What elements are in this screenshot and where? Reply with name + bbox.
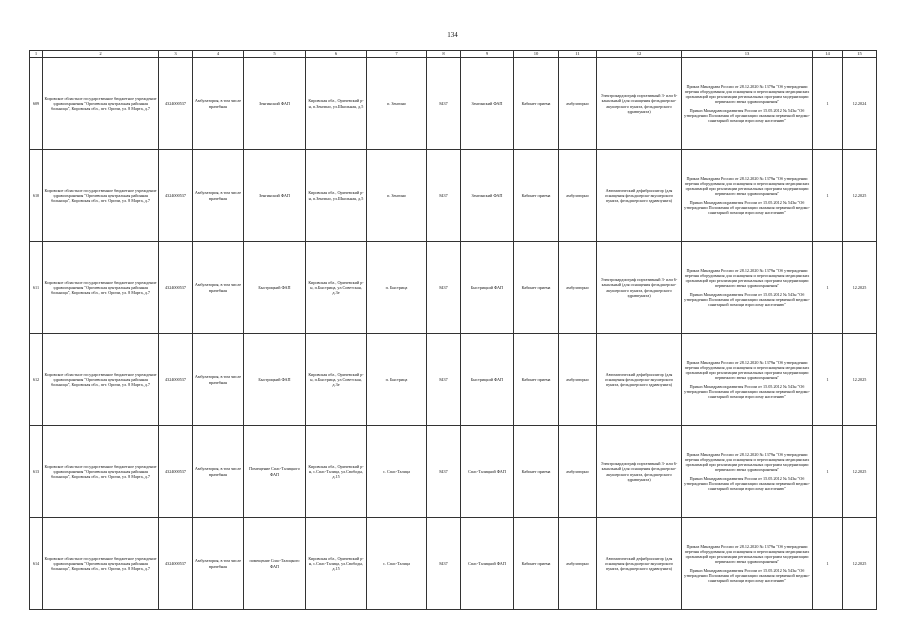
regulation-text: Приказ Минздравсоцразвития России от 15.05.2012 № 543н "Об утверждении Положения об организации оказания первичной медико-санитарной помощи взрослому населению" (684, 199, 810, 215)
regulation-cell (682, 334, 813, 426)
col-header: 15 (843, 51, 877, 58)
address-cell: Кировская обл., Оричевский р-н, п.Зенгино, ул.Школьная, д.5 (306, 150, 367, 242)
regulation-text: Приказ Минздрава России от 28.12.2020 № 1379н "Об утверждении перечня оборудования для оснащения и переоснащения медицинских организаций при реализации региональных программ модернизации первичного звена здравоохранения" (684, 84, 810, 105)
locality-cell: п. Быстрица (367, 334, 427, 426)
address-cell: Кировская обл., Оричевский р-н, п.Быстрица, ул.Советская, д.3е (306, 334, 367, 426)
table-row (30, 150, 877, 242)
code-cell: 8437 (427, 242, 461, 334)
col-header: 10 (514, 51, 559, 58)
fap-cell: Зенгинский ФАП (461, 150, 514, 242)
quantity-cell: 1 (813, 334, 843, 426)
organization-cell: Кировское областное государственное бюджетное учреждение здравоохранения "Оричевская центральная районная больница", Кировская обл., пгт. Оричи, ул. 8 Марта, д.7 (43, 150, 159, 242)
facility-type-cell: Амбулатория, в том числе врачебная (193, 518, 244, 610)
address-cell: Кировская обл., Оричевский р-н, п.Зенгино, ул.Школьная, д.5 (306, 58, 367, 150)
equipment-cell: Автоматический дефибриллятор (для оснащения фельдшерско-акушерского пункта, фельдшерского здравпункта) (597, 518, 682, 610)
col-header: 9 (461, 51, 514, 58)
care-mode-cell: амбулаторно (559, 58, 597, 150)
facility-type-cell: Амбулатория, в том числе врачебная (193, 242, 244, 334)
regulation-text: Приказ Минздравсоцразвития России от 15.05.2012 № 543н "Об утверждении Положения об организации оказания первичной медико-санитарной помощи взрослому населению" (684, 107, 810, 123)
facility-type-cell: Амбулатория, в том числе врачебная (193, 426, 244, 518)
room-cell: Кабинет приема (514, 334, 559, 426)
table-body (30, 58, 877, 610)
page-number: 134 (447, 31, 458, 39)
locality-cell: п. Зенгино (367, 150, 427, 242)
regulation-text: Приказ Минздравсоцразвития России от 15.05.2012 № 543н "Об утверждении Положения об организации оказания первичной медико-санитарной помощи взрослому населению" (684, 383, 810, 399)
inn-cell: 4324000537 (159, 242, 193, 334)
col-header: 8 (427, 51, 461, 58)
col-header: 14 (813, 51, 843, 58)
address-cell: Кировская обл., Оричевский р-н, с.Спас-Талица, ул.Свободы, д.15 (306, 518, 367, 610)
facility-type-cell: Амбулатория, в том числе врачебная (193, 334, 244, 426)
header-row (30, 51, 877, 58)
fap-cell: Быстрицкий ФАП (461, 334, 514, 426)
organization-cell: Кировское областное государственное бюджетное учреждение здравоохранения "Оричевская центральная районная больница", Кировская обл., пгт. Оричи, ул. 8 Марта, д.7 (43, 426, 159, 518)
locality-cell: п. Зенгино (367, 58, 427, 150)
quantity-cell: 1 (813, 242, 843, 334)
regulation-text: Приказ Минздрава России от 28.12.2020 № 1379н "Об утверждении перечня оборудования для оснащения и переоснащения медицинских организаций при реализации региональных программ модернизации первичного звена здравоохранения" (684, 176, 810, 197)
regulation-text: Приказ Минздрава России от 28.12.2020 № 1379н "Об утверждении перечня оборудования для оснащения и переоснащения медицинских организаций при реализации региональных программ модернизации первичного звена здравоохранения" (684, 452, 810, 473)
unit-cell: помещение Спас-Талицкого ФАП (244, 518, 306, 610)
regulation-text: Приказ Минздрава России от 28.12.2020 № 1379н "Об утверждении перечня оборудования для оснащения и переоснащения медицинских организаций при реализации региональных программ модернизации первичного звена здравоохранения" (684, 544, 810, 565)
col-header: 6 (306, 51, 367, 58)
table-row (30, 242, 877, 334)
equipment-cell: Автоматический дефибриллятор (для оснащения фельдшерско-акушерского пункта, фельдшерского здравпункта) (597, 334, 682, 426)
address-cell: Кировская обл., Оричевский р-н, с.Спас-Талица, ул.Свободы, д.15 (306, 426, 367, 518)
date-cell: 12.2024 (843, 58, 877, 150)
row-number-cell: 611 (30, 242, 43, 334)
table-row (30, 58, 877, 150)
regulation-cell (682, 426, 813, 518)
regulation-text: Приказ Минздравсоцразвития России от 15.05.2012 № 543н "Об утверждении Положения об организации оказания первичной медико-санитарной помощи взрослому населению" (684, 567, 810, 583)
table-row (30, 518, 877, 610)
unit-cell: Помещение Спас-Талицкого ФАП (244, 426, 306, 518)
regulation-cell (682, 518, 813, 610)
care-mode-cell: амбулаторно (559, 334, 597, 426)
fap-cell: Спас-Талицкий ФАП (461, 518, 514, 610)
unit-cell: Быстрицкий ФАП (244, 242, 306, 334)
quantity-cell: 1 (813, 518, 843, 610)
equipment-cell: Электрокардиограф портативный 3- или 6-канальный (для оснащения фельдшерско-акушерского пункта, фельдшерского здравпункта) (597, 426, 682, 518)
equipment-cell: Автоматический дефибриллятор (для оснащения фельдшерско-акушерского пункта, фельдшерского здравпункта) (597, 150, 682, 242)
date-cell: 12.2025 (843, 334, 877, 426)
row-number-cell: 613 (30, 426, 43, 518)
col-header: 12 (597, 51, 682, 58)
locality-cell: п. Быстрица (367, 242, 427, 334)
facility-type-cell: Амбулатория, в том числе врачебная (193, 150, 244, 242)
room-cell: Кабинет приема (514, 58, 559, 150)
regulation-text: Приказ Минздравсоцразвития России от 15.05.2012 № 543н "Об утверждении Положения об организации оказания первичной медико-санитарной помощи взрослому населению" (684, 475, 810, 491)
fap-cell: Быстрицкий ФАП (461, 242, 514, 334)
row-number-cell: 610 (30, 150, 43, 242)
unit-cell: Зенгинский ФАП (244, 58, 306, 150)
address-cell: Кировская обл., Оричевский р-н, п.Быстрица, ул.Советская, д.3е (306, 242, 367, 334)
quantity-cell: 1 (813, 426, 843, 518)
equipment-cell: Электрокардиограф портативный 3- или 6-канальный (для оснащения фельдшерско-акушерского пункта, фельдшерского здравпункта) (597, 242, 682, 334)
organization-cell: Кировское областное государственное бюджетное учреждение здравоохранения "Оричевская центральная районная больница", Кировская обл., пгт. Оричи, ул. 8 Марта, д.7 (43, 58, 159, 150)
quantity-cell: 1 (813, 58, 843, 150)
organization-cell: Кировское областное государственное бюджетное учреждение здравоохранения "Оричевская центральная районная больница", Кировская обл., пгт. Оричи, ул. 8 Марта, д.7 (43, 242, 159, 334)
organization-cell: Кировское областное государственное бюджетное учреждение здравоохранения "Оричевская центральная районная больница", Кировская обл., пгт. Оричи, ул. 8 Марта, д.7 (43, 518, 159, 610)
inn-cell: 4324000537 (159, 518, 193, 610)
organization-cell: Кировское областное государственное бюджетное учреждение здравоохранения "Оричевская центральная районная больница", Кировская обл., пгт. Оричи, ул. 8 Марта, д.7 (43, 334, 159, 426)
regulation-text: Приказ Минздравсоцразвития России от 15.05.2012 № 543н "Об утверждении Положения об организации оказания первичной медико-санитарной помощи взрослому населению" (684, 291, 810, 307)
fap-cell: Зенгинский ФАП (461, 58, 514, 150)
inn-cell: 4324000537 (159, 58, 193, 150)
regulation-cell (682, 58, 813, 150)
date-cell: 12.2025 (843, 518, 877, 610)
care-mode-cell: амбулаторно (559, 150, 597, 242)
regulation-cell (682, 150, 813, 242)
care-mode-cell: амбулаторно (559, 426, 597, 518)
table-row (30, 426, 877, 518)
col-header: 13 (682, 51, 813, 58)
col-header: 1 (30, 51, 43, 58)
room-cell: Кабинет приема (514, 426, 559, 518)
room-cell: Кабинет приема (514, 518, 559, 610)
row-number-cell: 609 (30, 58, 43, 150)
date-cell: 12.2025 (843, 242, 877, 334)
col-header: 7 (367, 51, 427, 58)
inn-cell: 4324000537 (159, 426, 193, 518)
row-number-cell: 612 (30, 334, 43, 426)
equipment-table (29, 50, 877, 610)
care-mode-cell: амбулаторно (559, 518, 597, 610)
regulation-text: Приказ Минздрава России от 28.12.2020 № 1379н "Об утверждении перечня оборудования для оснащения и переоснащения медицинских организаций при реализации региональных программ модернизации первичного звена здравоохранения" (684, 360, 810, 381)
date-cell: 12.2025 (843, 150, 877, 242)
code-cell: 8437 (427, 518, 461, 610)
col-header: 5 (244, 51, 306, 58)
room-cell: Кабинет приема (514, 150, 559, 242)
table-row (30, 334, 877, 426)
unit-cell: Зенгинский ФАП (244, 150, 306, 242)
room-cell: Кабинет приема (514, 242, 559, 334)
inn-cell: 4324000537 (159, 150, 193, 242)
locality-cell: с. Спас-Талица (367, 426, 427, 518)
col-header: 2 (43, 51, 159, 58)
code-cell: 8437 (427, 58, 461, 150)
inn-cell: 4324000537 (159, 334, 193, 426)
date-cell: 12.2025 (843, 426, 877, 518)
regulation-cell (682, 242, 813, 334)
col-header: 11 (559, 51, 597, 58)
quantity-cell: 1 (813, 150, 843, 242)
row-number-cell: 614 (30, 518, 43, 610)
code-cell: 8437 (427, 334, 461, 426)
care-mode-cell: амбулаторно (559, 242, 597, 334)
equipment-cell: Электрокардиограф портативный 3- или 6-канальный (для оснащения фельдшерско-акушерского пункта, фельдшерского здравпункта) (597, 58, 682, 150)
col-header: 4 (193, 51, 244, 58)
code-cell: 8437 (427, 426, 461, 518)
facility-type-cell: Амбулатория, в том числе врачебная (193, 58, 244, 150)
fap-cell: Спас-Талицкий ФАП (461, 426, 514, 518)
locality-cell: с. Спас-Талица (367, 518, 427, 610)
col-header: 3 (159, 51, 193, 58)
unit-cell: Быстрицкий ФАП (244, 334, 306, 426)
regulation-text: Приказ Минздрава России от 28.12.2020 № 1379н "Об утверждении перечня оборудования для оснащения и переоснащения медицинских организаций при реализации региональных программ модернизации первичного звена здравоохранения" (684, 268, 810, 289)
code-cell: 8437 (427, 150, 461, 242)
